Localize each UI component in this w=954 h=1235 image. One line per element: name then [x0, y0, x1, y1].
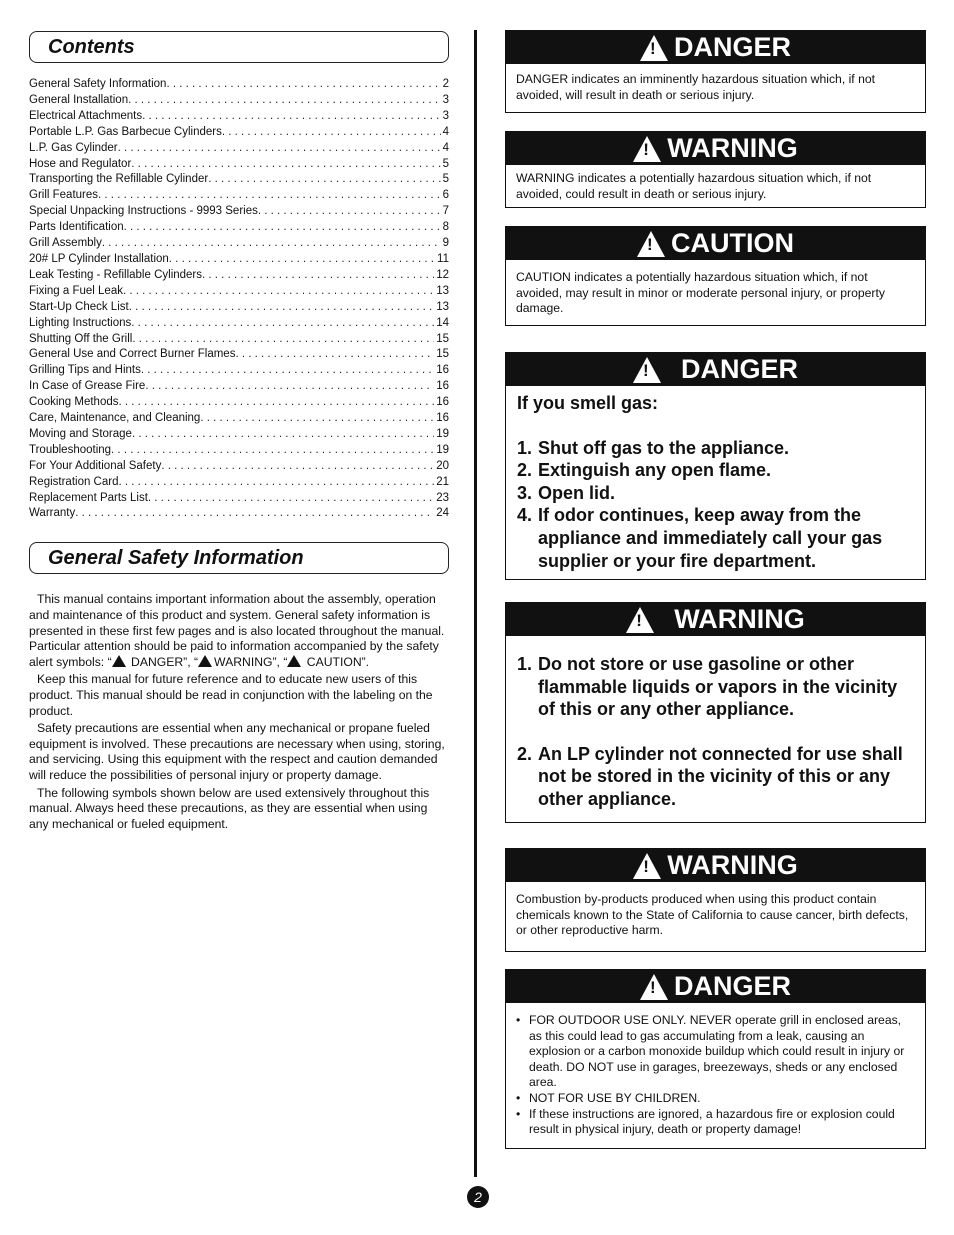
p1-text: This manual contains important information about the assembly, operation and maintenance of this product and system. General safety information is presented in these first few pages and is also located throughout the manual. Particular attention should be paid to information accompanied by the safety alert symbols: “: [29, 592, 445, 669]
alert-triangle-icon: [198, 655, 212, 667]
gas-danger-box: [505, 352, 926, 580]
toc-entry-title: Leak Testing - Refillable Cylinders: [29, 268, 203, 281]
prop65-warning-text: Combustion by-products produced when using this product contain chemicals known to the State of California to cause cancer, birth defects, or other reproductive harm.: [516, 892, 909, 938]
toc-entry: [29, 109, 449, 125]
toc-entry-page: 8: [442, 221, 449, 234]
toc-entry: [29, 300, 449, 316]
contents-heading: Contents: [29, 31, 449, 63]
caution-definition-text: CAUTION indicates a potentially hazardous situation which, if not avoided, may result in minor or moderate personal injury, or property damage.: [516, 270, 885, 316]
toc-entry-page: 16: [436, 412, 449, 425]
toc-entry-title: Special Unpacking Instructions - 9993 Series: [29, 205, 258, 218]
safety-paragraph-1: [29, 592, 449, 670]
prop65-warning-band: [506, 849, 925, 882]
toc-entry-page: 13: [436, 284, 449, 297]
toc-entry-page: 15: [436, 348, 449, 361]
storage-warning-item: [517, 653, 915, 721]
toc-entry-title: L.P. Gas Cylinder: [29, 141, 118, 154]
toc-leader-dots: [142, 109, 440, 125]
gas-step: [517, 459, 915, 482]
warning-triangle-icon: [633, 853, 661, 879]
toc-entry: [29, 506, 449, 522]
warning-triangle-icon: [637, 231, 665, 257]
toc-entry-title: For Your Additional Safety: [29, 459, 162, 472]
danger-label: DANGER: [673, 32, 791, 62]
toc-entry-title: Registration Card: [29, 475, 119, 488]
storage-warning-item: [517, 743, 915, 811]
gas-intro: If you smell gas:: [517, 393, 659, 413]
toc-entry-page: 19: [436, 427, 449, 440]
prop65-warning-label: WARNING: [667, 850, 798, 880]
toc-leader-dots: [222, 125, 441, 141]
toc-entry: [29, 188, 449, 204]
warning-triangle-icon: [640, 35, 668, 61]
toc-entry-page: 15: [436, 332, 449, 345]
storage-warning-list: [506, 636, 925, 819]
toc-leader-dots: [145, 379, 434, 395]
toc-entry-title: Troubleshooting: [29, 443, 112, 456]
toc-entry: [29, 125, 449, 141]
gas-danger-band: [506, 353, 925, 386]
toc-entry-title: Moving and Storage: [29, 427, 132, 440]
prop65-warning-box: [505, 848, 926, 952]
step-text: Extinguish any open flame.: [538, 460, 772, 481]
toc-entry-title: Care, Maintenance, and Cleaning: [29, 412, 201, 425]
toc-leader-dots: [111, 443, 434, 459]
toc-leader-dots: [98, 188, 441, 204]
column-divider: [474, 30, 477, 1177]
item-number: 2.: [517, 743, 533, 764]
toc-entry: [29, 379, 449, 395]
toc-entry-title: Replacement Parts List: [29, 491, 148, 504]
left-column: [29, 31, 449, 832]
toc-entry: [29, 491, 449, 507]
item-text: Do not store or use gasoline or other flammable liquids or vapors in the vicinity of this or any other appliance.: [538, 654, 898, 720]
toc-leader-dots: [75, 506, 434, 522]
item-text: FOR OUTDOOR USE ONLY. NEVER operate grill in enclosed areas, as this could lead to gas accumulating from a leak, causing an explosion or a carbon monoxide buildup which could result in injury or death. DO NOT use in garages, breezeways, sheds or any enclosed area.: [529, 1013, 905, 1090]
toc-entry-title: Parts Identification: [29, 221, 124, 234]
p1-sym1: DANGER”, “: [127, 654, 199, 669]
general-safety-heading: General Safety Information: [29, 542, 449, 574]
warning-triangle-icon: [633, 357, 661, 383]
gas-instructions: [506, 386, 925, 580]
toc-entry: [29, 427, 449, 443]
toc-entry-page: 21: [436, 475, 449, 488]
toc-entry-title: General Installation: [29, 93, 129, 106]
toc-leader-dots: [128, 93, 441, 109]
alert-triangle-icon: [287, 655, 301, 667]
toc-entry: [29, 475, 449, 491]
toc-entry-title: Transporting the Refillable Cylinder: [29, 173, 209, 186]
toc-leader-dots: [131, 316, 434, 332]
step-text: Open lid.: [538, 482, 616, 503]
step-number: 1.: [517, 437, 533, 458]
outdoor-danger-item: [516, 1107, 913, 1138]
toc-entry-page: 24: [436, 507, 449, 520]
toc-entry-title: Portable L.P. Gas Barbecue Cylinders: [29, 125, 222, 138]
toc-entry: [29, 236, 449, 252]
item-number: 1.: [517, 654, 533, 674]
toc-entry-page: 3: [442, 109, 449, 122]
caution-definition-box: [505, 226, 926, 326]
general-safety-text: [29, 592, 449, 832]
storage-warning-label: WARNING: [674, 604, 805, 634]
toc-leader-dots: [132, 332, 434, 348]
warning-definition-box: [505, 131, 926, 208]
outdoor-danger-item: [516, 1091, 913, 1107]
toc-entry-page: 14: [436, 316, 449, 329]
caution-band: [506, 227, 925, 260]
toc-entry: [29, 220, 449, 236]
step-number: 4.: [517, 505, 533, 526]
storage-warning-box: [505, 602, 926, 823]
outdoor-danger-label: DANGER: [673, 971, 791, 1001]
alert-triangle-icon: [112, 655, 126, 667]
toc-entry-title: Electrical Attachments: [29, 109, 143, 122]
toc-leader-dots: [235, 347, 434, 363]
toc-entry: [29, 316, 449, 332]
bullet: •: [516, 1106, 521, 1121]
toc-entry-page: 12: [436, 268, 449, 281]
toc-entry-title: Grill Assembly: [29, 237, 102, 250]
item-text: An LP cylinder not connected for use shall not be stored in the vicinity of this or any other appliance.: [538, 743, 903, 809]
safety-paragraph-4: The following symbols shown below are used extensively throughout this manual. Always heed these precautions, as they are essential when using any mechanical or fueled equipment.: [29, 785, 430, 831]
item-text: NOT FOR USE BY CHILDREN.: [529, 1090, 701, 1105]
toc-entry: [29, 411, 449, 427]
warning-triangle-icon: [633, 136, 661, 162]
toc-entry-page: 2: [442, 78, 449, 90]
toc-leader-dots: [200, 411, 434, 427]
safety-paragraph-3: Safety precautions are essential when any mechanical or propane fueled equipment is involved. These precautions are necessary when using, storing, and servicing. Using this equipment with the respect and caution demanded will reduce the possibilities of personal injury or property damage.: [29, 721, 445, 782]
toc-entry-title: Warranty: [29, 507, 76, 520]
caution-label: CAUTION: [671, 228, 794, 258]
bullet: •: [516, 1013, 521, 1027]
toc-entry-title: Hose and Regulator: [29, 157, 132, 170]
warning-triangle-icon: [626, 607, 654, 633]
toc-leader-dots: [258, 204, 441, 220]
toc-leader-dots: [118, 475, 434, 491]
toc-entry: [29, 268, 449, 284]
outdoor-danger-box: [505, 969, 926, 1149]
toc-entry-page: 13: [436, 300, 449, 313]
toc-leader-dots: [148, 491, 434, 507]
step-text: Shut off gas to the appliance.: [538, 437, 790, 458]
toc-entry: [29, 204, 449, 220]
warning-definition-text: WARNING indicates a potentially hazardous situation which, if not avoided, could result in death or serious injury.: [516, 171, 872, 201]
outdoor-danger-band: [506, 970, 925, 1003]
toc-entry-title: Cooking Methods: [29, 396, 119, 409]
toc-leader-dots: [161, 459, 434, 475]
danger-definition-box: [505, 30, 926, 113]
outdoor-danger-list: [516, 1013, 913, 1138]
toc-leader-dots: [124, 220, 441, 236]
toc-entry-title: Lighting Instructions: [29, 316, 132, 329]
warning-triangle-icon: [640, 974, 668, 1000]
toc-entry: [29, 363, 449, 379]
page-number: 2: [467, 1186, 489, 1208]
toc-entry: [29, 93, 449, 109]
toc-entry: [29, 443, 449, 459]
toc-entry-title: In Case of Grease Fire: [29, 380, 146, 393]
gas-steps-list: [517, 437, 915, 573]
toc-entry: [29, 77, 449, 93]
p1-sym3: CAUTION”.: [303, 654, 370, 669]
storage-warning-band: [506, 603, 925, 636]
toc-entry-page: 16: [436, 380, 449, 393]
toc-entry: [29, 347, 449, 363]
toc-entry-page: 16: [436, 364, 449, 377]
toc-entry: [29, 141, 449, 157]
toc-entry-page: 20: [436, 459, 449, 472]
toc-leader-dots: [118, 141, 441, 157]
step-number: 3.: [517, 482, 533, 503]
toc-entry: [29, 395, 449, 411]
gas-danger-label: DANGER: [680, 354, 798, 384]
toc-entry-page: 6: [442, 189, 449, 202]
toc-leader-dots: [129, 300, 435, 316]
toc-entry: [29, 459, 449, 475]
toc-entry-page: 4: [442, 141, 449, 154]
toc-entry-page: 9: [442, 237, 449, 250]
warning-band: [506, 132, 925, 165]
bullet: •: [516, 1090, 521, 1105]
toc-entry-page: 23: [436, 491, 449, 504]
item-text: If these instructions are ignored, a hazardous fire or explosion could result in physical injury, death or property damage!: [529, 1106, 895, 1137]
toc-entry-page: 11: [437, 252, 449, 265]
toc-entry-page: 5: [442, 157, 449, 170]
danger-band: [506, 31, 925, 64]
gas-step: [517, 482, 915, 505]
toc-entry: [29, 172, 449, 188]
toc-entry-title: General Safety Information: [29, 78, 167, 90]
toc-entry: [29, 157, 449, 173]
danger-definition-text: DANGER indicates an imminently hazardous situation which, if not avoided, will result in death or serious injury.: [516, 72, 876, 102]
toc-entry-page: 16: [436, 396, 449, 409]
step-number: 2.: [517, 460, 533, 481]
toc-entry-page: 7: [442, 205, 449, 218]
toc-leader-dots: [208, 172, 440, 188]
safety-paragraph-2: Keep this manual for future reference and to educate new users of this product. This manual should be read in conjunction with the labeling on the product.: [29, 672, 433, 718]
toc-entry-title: Grilling Tips and Hints: [29, 364, 141, 377]
toc-leader-dots: [132, 427, 434, 443]
toc-entry: [29, 332, 449, 348]
step-text: If odor continues, keep away from the appliance and immediately call your gas supplier or your fire department.: [538, 505, 883, 571]
toc-entry: [29, 284, 449, 300]
toc-entry-page: 4: [442, 125, 449, 138]
toc-leader-dots: [141, 363, 434, 379]
p1-sym2: WARNING”, “: [214, 654, 288, 669]
toc-leader-dots: [102, 236, 441, 252]
toc-entry-page: 5: [442, 173, 449, 186]
toc-entry-page: 19: [436, 443, 449, 456]
toc-entry-title: Grill Features: [29, 189, 99, 202]
toc-leader-dots: [166, 77, 440, 93]
toc-entry-title: Shutting Off the Grill: [29, 332, 133, 345]
gas-step: [517, 504, 915, 572]
warning-label: WARNING: [667, 133, 798, 163]
toc-entry-title: Start-Up Check List: [29, 300, 129, 313]
outdoor-danger-item: [516, 1013, 913, 1091]
toc-leader-dots: [131, 157, 440, 173]
toc-leader-dots: [202, 268, 434, 284]
toc-entry-title: 20# LP Cylinder Installation: [29, 252, 169, 265]
toc-leader-dots: [169, 252, 435, 268]
gas-step: [517, 437, 915, 460]
toc-entry-title: General Use and Correct Burner Flames: [29, 348, 236, 361]
toc-entry-title: Fixing a Fuel Leak: [29, 284, 123, 297]
toc-entry: [29, 252, 449, 268]
toc-leader-dots: [119, 395, 435, 411]
toc-entry-page: 3: [442, 93, 449, 106]
table-of-contents: [29, 77, 449, 522]
toc-leader-dots: [123, 284, 434, 300]
